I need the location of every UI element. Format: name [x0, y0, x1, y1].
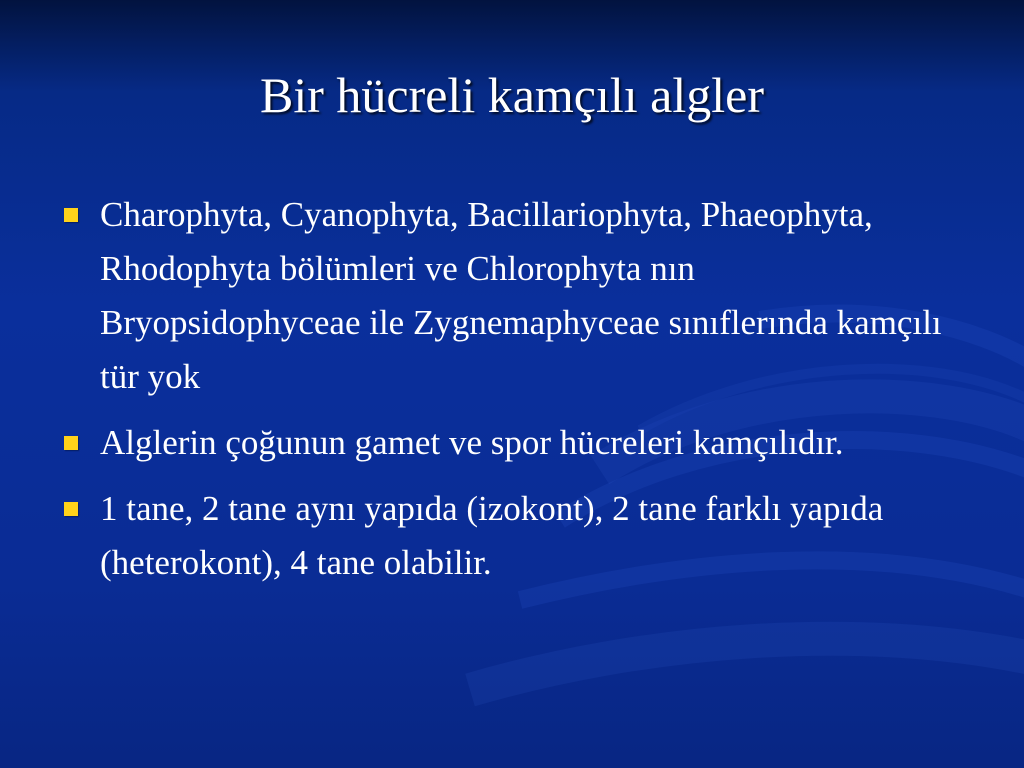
- bullet-list: [62, 188, 962, 602]
- bullet-square-icon: [64, 436, 78, 450]
- bullet-text: Charophyta, Cyanophyta, Bacillariophyta, Phaeophyta, Rhodophyta bölümleri ve Chlorophyta nın Bryopsidophyceae ile Zygnemaphyceae sınıflerında kamçılı tür yok: [100, 195, 942, 396]
- bullet-square-icon: [64, 502, 78, 516]
- bullet-text: Alglerin çoğunun gamet ve spor hücreleri kamçılıdır.: [100, 423, 844, 462]
- bullet-square-icon: [64, 208, 78, 222]
- bullet-item: [62, 482, 962, 590]
- slide-title: Bir hücreli kamçılı algler: [260, 67, 764, 123]
- bullet-item: [62, 188, 962, 404]
- bullet-text: 1 tane, 2 tane aynı yapıda (izokont), 2 tane farklı yapıda (heterokont), 4 tane olabilir.: [100, 489, 884, 582]
- bullet-item: [62, 416, 962, 470]
